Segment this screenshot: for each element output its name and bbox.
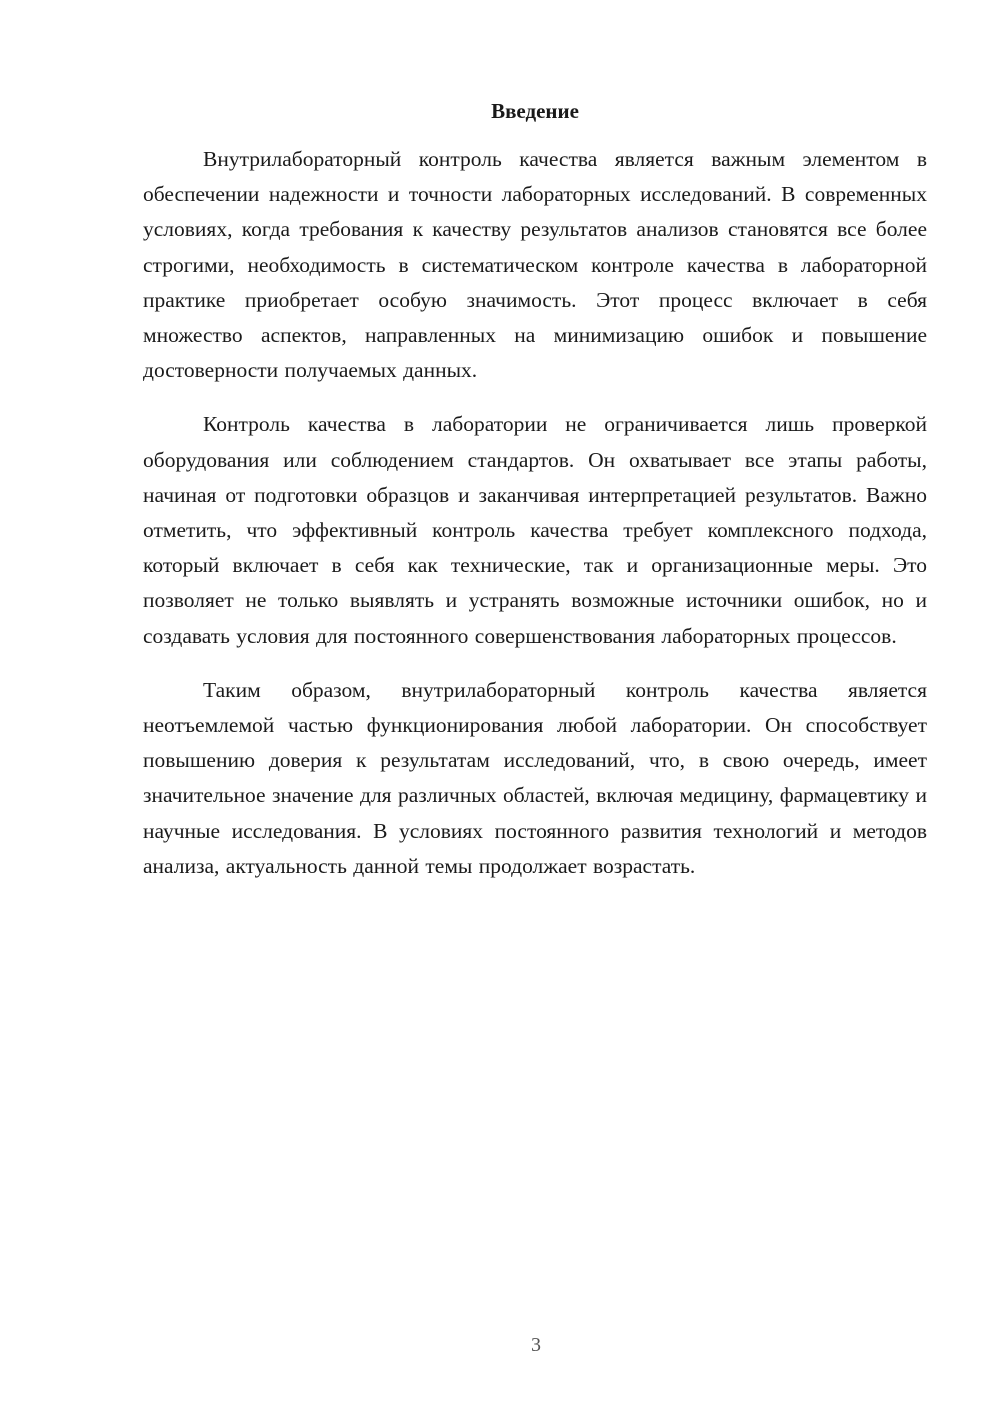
paragraph-1: Внутрилабораторный контроль качества является важным элементом в обеспечении надежности и точности лабораторных исследований. В современных условиях, когда требования к качеству результатов анализов становятся все более строгими, необходимость в систематическом контроле качества в лабораторной практике приобретает особую значимость. Этот процесс включает в себя множество аспектов, направленных на минимизацию ошибок и повышение достоверности получаемых данных. bbox=[143, 147, 927, 383]
page-number: 3 bbox=[531, 1334, 541, 1356]
body-text bbox=[143, 142, 927, 884]
paragraph-3: Таким образом, внутрилабораторный контроль качества является неотъемлемой частью функционирования любой лаборатории. Он способствует повышению доверия к результатам исследований, что, в свою очередь, имеет значительное значение для различных областей, включая медицину, фармацевтику и научные исследования. В условиях постоянного развития технологий и методов анализа, актуальность данной темы продолжает возрастать. bbox=[143, 677, 927, 878]
paragraph-2: Контроль качества в лаборатории не ограничивается лишь проверкой оборудования или соблюдением стандартов. Он охватывает все этапы работы, начиная от подготовки образцов и заканчивая интерпретацией результатов. Важно отметить, что эффективный контроль качества требует комплексного подхода, который включает в себя как технические, так и организационные меры. Это позволяет не только выявлять и устранять возможные источники ошибок, но и создавать условия для постоянного совершенствования лабораторных процессов. bbox=[143, 412, 927, 648]
section-heading: Введение bbox=[491, 99, 579, 123]
